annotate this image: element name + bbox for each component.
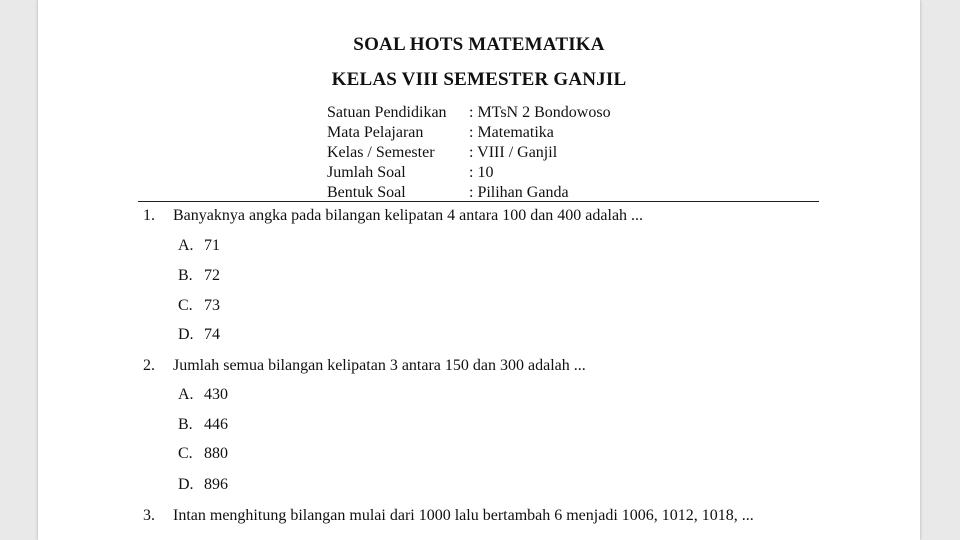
- option-2b: [178, 416, 228, 434]
- option-2c: [178, 445, 228, 463]
- question-2: [143, 357, 586, 375]
- identity-table: [327, 103, 611, 203]
- info-value: : Matematika: [469, 124, 554, 141]
- info-label: Satuan Pendidikan: [327, 104, 447, 121]
- info-row-subject: [327, 123, 611, 143]
- option-letter: A.: [178, 386, 194, 403]
- question-1: [143, 207, 643, 225]
- question-text: Jumlah semua bilangan kelipatan 3 antara 150 dan 300 adalah ...: [173, 357, 586, 374]
- question-number: 3.: [143, 507, 155, 524]
- info-label: Mata Pelajaran: [327, 124, 424, 141]
- option-letter: D.: [178, 326, 194, 343]
- question-number: 1.: [143, 207, 155, 224]
- header-divider: [138, 201, 819, 202]
- question-text: Banyaknya angka pada bilangan kelipatan 4 antara 100 dan 400 adalah ...: [173, 207, 644, 224]
- option-text: 74: [204, 326, 220, 343]
- option-text: 880: [204, 445, 228, 462]
- option-1d: [178, 326, 220, 344]
- option-text: 73: [204, 297, 220, 314]
- option-letter: B.: [178, 267, 193, 284]
- option-text: 896: [204, 476, 228, 493]
- question-text: Intan menghitung bilangan mulai dari 1000 lalu bertambah 6 menjadi 1006, 1012, 1018, ...: [173, 507, 754, 524]
- option-1a: [178, 237, 220, 255]
- option-letter: D.: [178, 476, 194, 493]
- info-value: : VIII / Ganjil: [469, 144, 558, 161]
- option-text: 71: [204, 237, 220, 254]
- info-label: Jumlah Soal: [327, 164, 406, 181]
- info-row-class: [327, 143, 611, 163]
- option-1b: [178, 267, 220, 285]
- option-letter: A.: [178, 237, 194, 254]
- option-2d: [178, 476, 228, 494]
- info-value: : 10: [469, 164, 494, 181]
- option-text: 446: [204, 416, 228, 433]
- question-number: 2.: [143, 357, 155, 374]
- option-2a: [178, 386, 228, 404]
- info-row-count: [327, 163, 611, 183]
- option-1c: [178, 297, 220, 315]
- question-3: [143, 507, 754, 525]
- info-value: : MTsN 2 Bondowoso: [469, 104, 611, 121]
- option-text: 430: [204, 386, 228, 403]
- info-value: : Pilihan Ganda: [469, 184, 569, 201]
- info-row-school: [327, 103, 611, 123]
- option-letter: B.: [178, 416, 193, 433]
- option-letter: C.: [178, 445, 193, 462]
- document-page: [38, 0, 920, 540]
- option-letter: C.: [178, 297, 193, 314]
- option-text: 72: [204, 267, 220, 284]
- document-title: SOAL HOTS MATEMATIKA: [353, 34, 605, 55]
- document-subtitle: KELAS VIII SEMESTER GANJIL: [331, 69, 627, 90]
- info-label: Bentuk Soal: [327, 184, 406, 201]
- info-row-format: [327, 183, 611, 203]
- info-label: Kelas / Semester: [327, 144, 435, 161]
